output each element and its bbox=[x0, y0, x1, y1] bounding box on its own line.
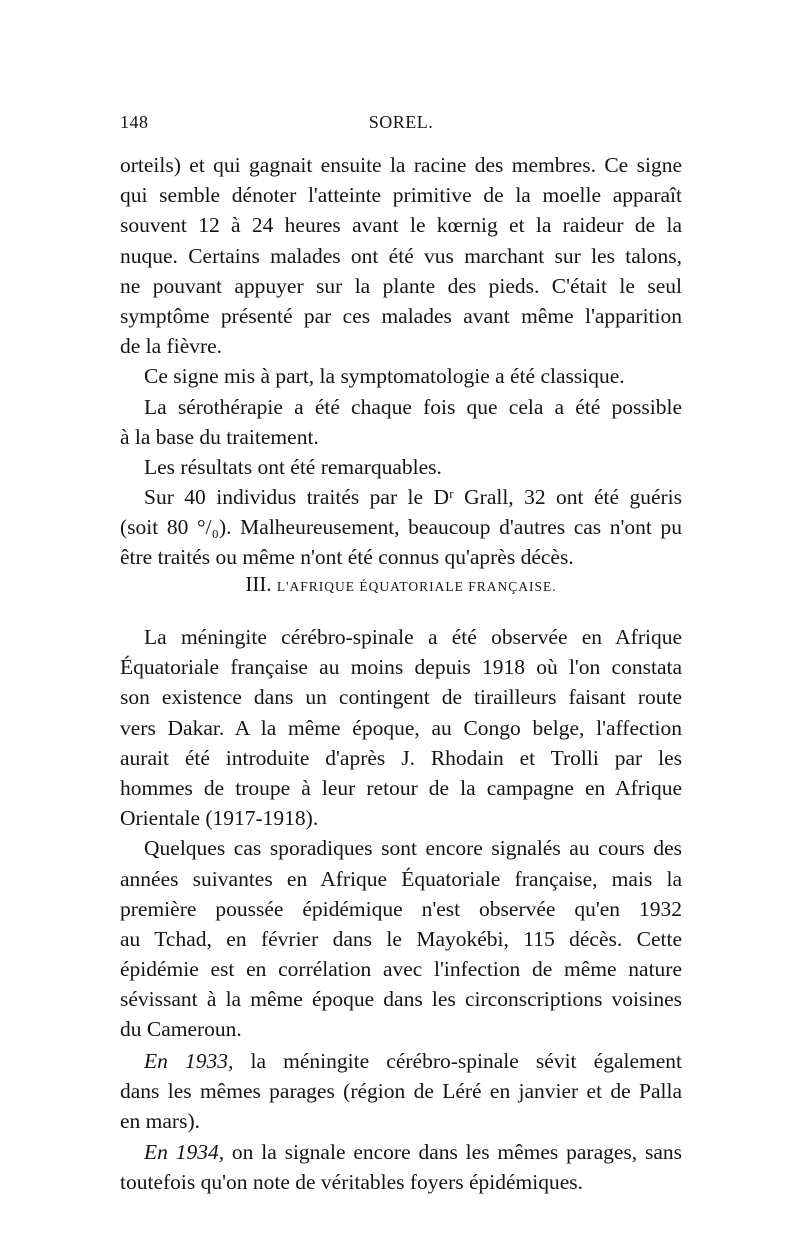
text-line: Sur 40 individus traités par le Dʳ Grall, 32 ont été guéris bbox=[144, 485, 682, 510]
text-line: son existence dans un contingent de tirailleurs faisant route bbox=[120, 685, 682, 710]
page-header bbox=[120, 112, 682, 140]
section-title bbox=[120, 570, 682, 598]
line-text: on la signale encore dans les mêmes parages, sans bbox=[224, 1139, 682, 1164]
text-line: au Tchad, en février dans le Mayokébi, 115 décès. Cette bbox=[120, 926, 682, 951]
text-line: sévissant à la même époque dans les circonscriptions voisines bbox=[120, 987, 682, 1012]
text-line: Quelques cas sporadiques sont encore signalés au cours des bbox=[144, 836, 682, 861]
text-line: Orientale (1917-1918). bbox=[120, 806, 319, 831]
text-line: années suivantes en Afrique Équatoriale française, mais la bbox=[120, 866, 682, 891]
text-line: première poussée épidémique n'est observée qu'en 1932 bbox=[120, 896, 682, 921]
text-line: en mars). bbox=[120, 1109, 200, 1134]
paragraph-block-2 bbox=[120, 622, 682, 1045]
italic-date-lead: En 1934, bbox=[144, 1139, 225, 1164]
text-line: qui semble dénoter l'atteinte primitive de la moelle apparaît bbox=[120, 183, 682, 208]
text-line: aurait été introduite d'après J. Rhodain et Trolli par les bbox=[120, 745, 682, 770]
text-line: nuque. Certains malades ont été vus marchant sur les talons, bbox=[120, 243, 682, 268]
italic-date-lead: En 1933, bbox=[144, 1049, 234, 1073]
text-line: Équatoriale française au moins depuis 1918 où l'on constata bbox=[120, 655, 682, 680]
line-text: la méningite cérébro-spinale sévit également bbox=[233, 1049, 682, 1073]
running-head: SOREL. bbox=[368, 112, 434, 132]
text-line: dans les mêmes parages (région de Léré en janvier et de Palla bbox=[120, 1079, 682, 1104]
text-line: de la fièvre. bbox=[120, 334, 223, 359]
text-line: vers Dakar. A la même époque, au Congo belge, l'affection bbox=[120, 715, 682, 740]
text-line: symptôme présenté par ces malades avant même l'apparition bbox=[120, 303, 682, 328]
text-line: toutefois qu'on note de véritables foyers épidémiques. bbox=[120, 1169, 584, 1194]
text-line: Les résultats ont été remarquables. bbox=[144, 454, 442, 479]
text-line bbox=[120, 1137, 682, 1167]
text-line: orteils) et qui gagnait ensuite la racine des membres. Ce signe bbox=[120, 153, 682, 177]
text-line: ne pouvant appuyer sur la plante des pieds. C'était le seul bbox=[120, 273, 682, 298]
page-number: 148 bbox=[120, 112, 149, 132]
text-line: hommes de troupe à leur retour de la campagne en Afrique bbox=[120, 775, 682, 800]
text-line bbox=[120, 1046, 682, 1076]
text-line: (soit 80 °/₀). Malheureusement, beaucoup d'autres cas n'ont pu bbox=[120, 515, 682, 540]
text-line: épidémie est en corrélation avec l'infection de même nature bbox=[120, 957, 682, 982]
text-line: souvent 12 à 24 heures avant le kœrnig et la raideur de la bbox=[120, 213, 682, 238]
text-line: La sérothérapie a été chaque fois que cela a été possible bbox=[144, 394, 682, 419]
text-line: du Cameroun. bbox=[120, 1017, 242, 1042]
section-numeral: III. bbox=[245, 572, 272, 596]
section-title-text: L'AFRIQUE ÉQUATORIALE FRANÇAISE. bbox=[276, 579, 557, 594]
text-line: La méningite cérébro-spinale a été observée en Afrique bbox=[144, 625, 682, 649]
text-line: Ce signe mis à part, la symptomatologie a été classique. bbox=[144, 364, 625, 389]
text-line: être traités ou même n'ont été connus qu'après décès. bbox=[120, 545, 574, 570]
text-line: à la base du traitement. bbox=[120, 424, 319, 449]
paragraph-block-3 bbox=[120, 1046, 682, 1197]
paragraph-block-1 bbox=[120, 150, 682, 573]
